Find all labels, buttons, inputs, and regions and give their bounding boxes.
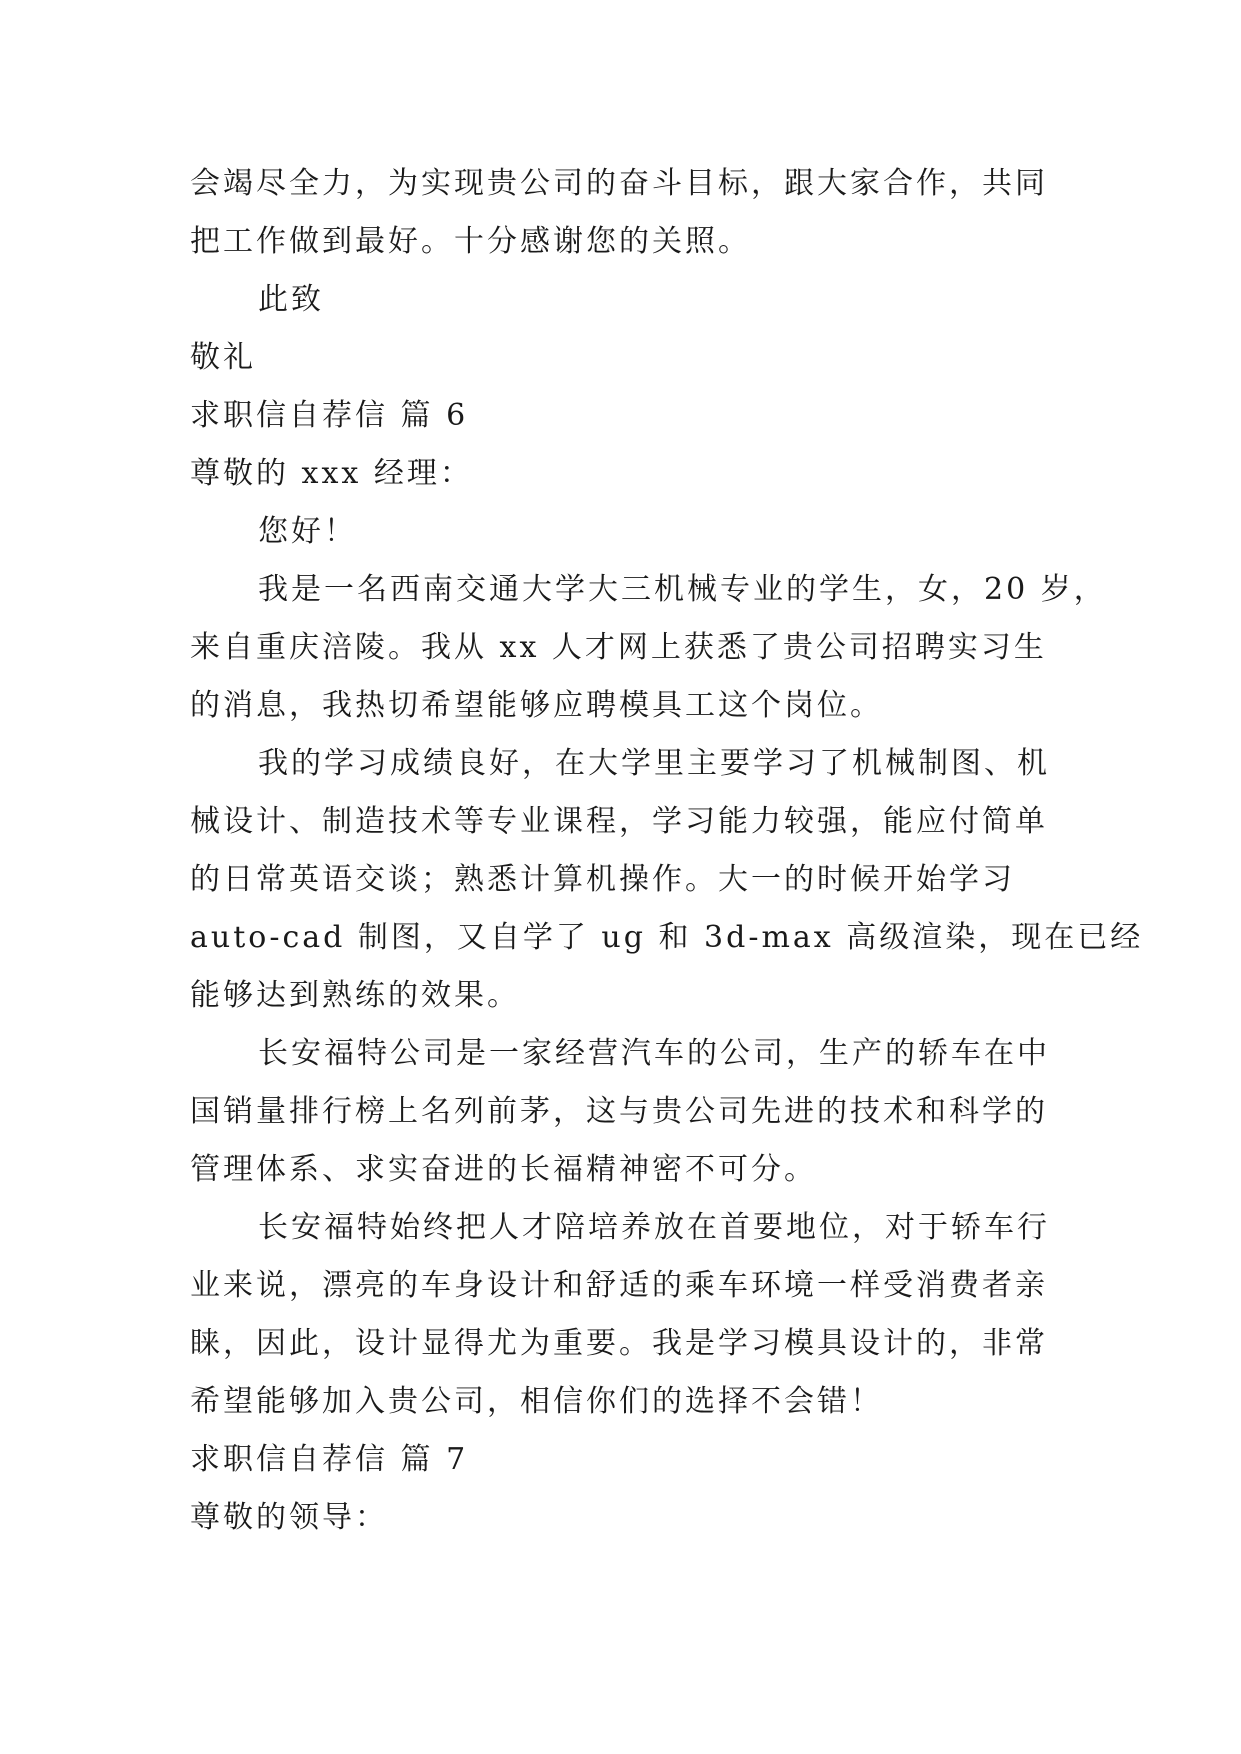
- text-line: 的日常英语交谈；熟悉计算机操作。大一的时候开始学习: [190, 862, 1015, 897]
- text-line: 希望能够加入贵公司，相信你们的选择不会错！: [190, 1384, 883, 1419]
- greeting-line: 您好！: [258, 514, 357, 549]
- closing-regards: 敬礼: [190, 340, 256, 375]
- text-line: 来自重庆涪陵。我从 xx 人才网上获悉了贵公司招聘实习生: [190, 630, 1047, 665]
- closing-salutation: 此致: [258, 282, 324, 317]
- text-line: 把工作做到最好。十分感谢您的关照。: [190, 224, 751, 259]
- section-heading: 求职信自荐信 篇 7: [190, 1442, 469, 1477]
- text-line: auto-cad 制图，又自学了 ug 和 3d-max 高级渲染，现在已经: [190, 920, 1144, 955]
- text-line: 长安福特公司是一家经营汽车的公司，生产的轿车在中: [258, 1036, 1050, 1071]
- text-line: 管理体系、求实奋进的长福精神密不可分。: [190, 1152, 817, 1187]
- letter-greeting: 尊敬的领导：: [190, 1500, 388, 1535]
- text-line: 会竭尽全力，为实现贵公司的奋斗目标，跟大家合作，共同: [190, 166, 1048, 201]
- text-line: 国销量排行榜上名列前茅，这与贵公司先进的技术和科学的: [190, 1094, 1048, 1129]
- letter-greeting: 尊敬的 xxx 经理：: [190, 456, 473, 491]
- text-line: 械设计、制造技术等专业课程，学习能力较强，能应付简单: [190, 804, 1048, 839]
- text-line: 我的学习成绩良好，在大学里主要学习了机械制图、机: [258, 746, 1050, 781]
- text-line: 我是一名西南交通大学大三机械专业的学生，女，20 岁，: [258, 572, 1107, 607]
- text-line: 能够达到熟练的效果。: [190, 978, 520, 1013]
- section-heading: 求职信自荐信 篇 6: [190, 398, 469, 433]
- text-line: 长安福特始终把人才陪培养放在首要地位，对于轿车行: [258, 1210, 1050, 1245]
- text-line: 业来说，漂亮的车身设计和舒适的乘车环境一样受消费者亲: [190, 1268, 1048, 1303]
- text-line: 的消息，我热切希望能够应聘模具工这个岗位。: [190, 688, 883, 723]
- text-line: 睐，因此，设计显得尤为重要。我是学习模具设计的，非常: [190, 1326, 1048, 1361]
